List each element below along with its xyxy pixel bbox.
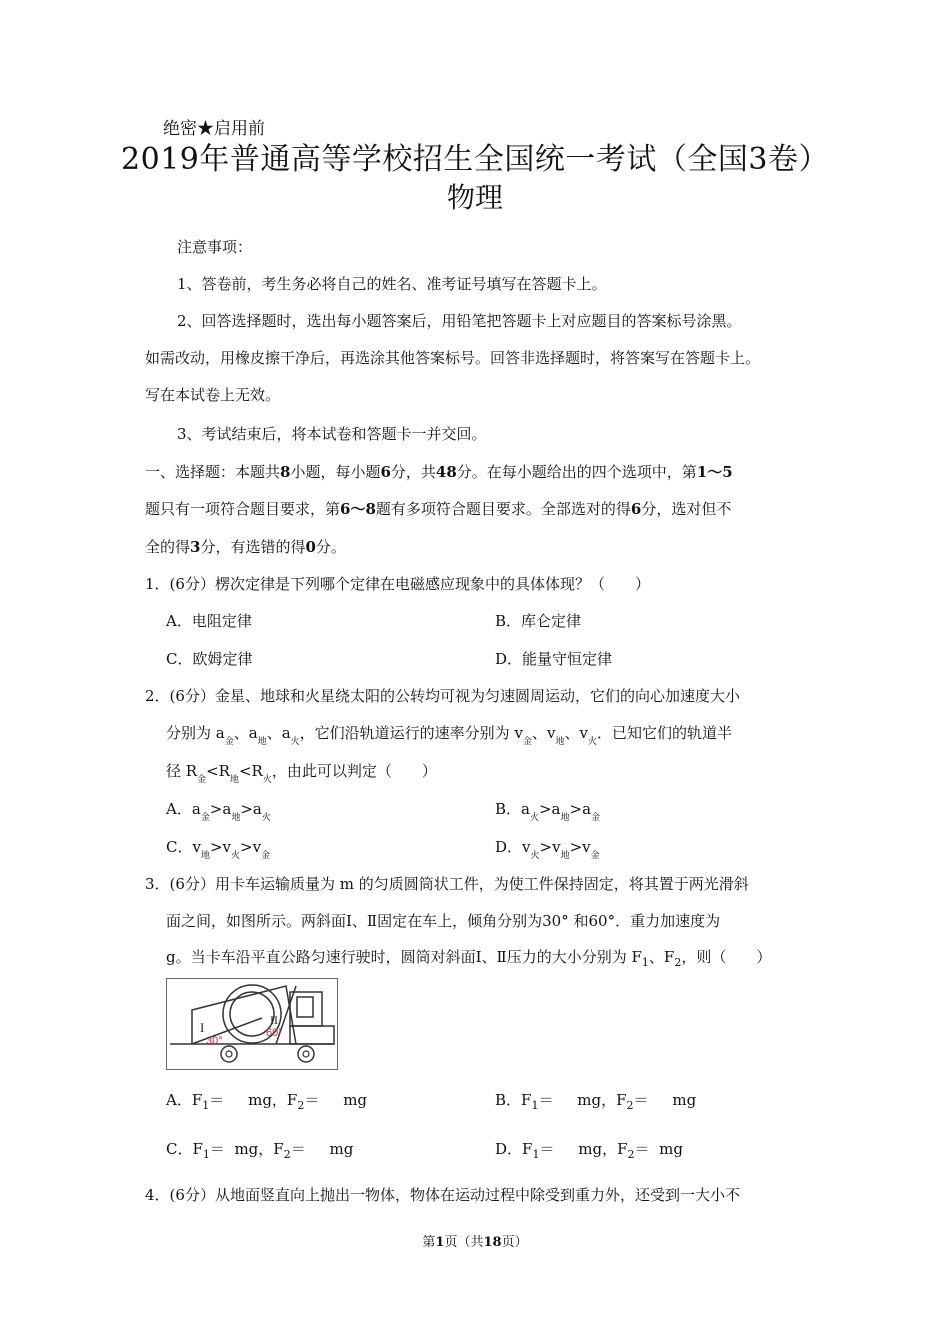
q3-option-c[interactable]: C．$F_1=$ mg，$F_2=$ mg	[166, 1140, 354, 1161]
slope-i-label: I	[200, 1020, 205, 1035]
truck-cylinder-figure	[166, 978, 338, 1070]
q4-stem-line1: 4．(6分）从地面竖直向上抛出一物体，物体在运动过程中除受到重力外，还受到一大小不	[145, 1186, 740, 1204]
q2-stem-line2: 分别为 $a_金$、$a_地$、$a_火$，它们沿轨道运行的速率分别为 $v_金$、$v_地$、$v_火$．已知它们的轨道半	[166, 724, 732, 747]
q3-stem-line3: g。当卡车沿平直公路匀速行驶时，圆筒对斜面Ⅰ、Ⅱ压力的大小分别为 $F_1$、$F_2$，则（ ）	[166, 948, 772, 969]
notice-item-2-end: 写在本试卷上无效。	[145, 386, 281, 404]
q1-option-c[interactable]: C．欧姆定律	[166, 650, 253, 668]
angle-60-label: 60°	[266, 1027, 283, 1039]
q3-stem-line1: 3．(6分）用卡车运输质量为 m 的匀质圆筒状工件，为使工件保持固定，将其置于两光滑斜	[145, 875, 749, 893]
q1-option-a[interactable]: A．电阻定律	[166, 612, 252, 630]
notice-item-2-cont: 如需改动，用橡皮擦干净后，再选涂其他答案标号。回答非选择题时，将答案写在答题卡上。	[145, 349, 761, 367]
q2-option-b[interactable]: B．$a_火>a_地>a_金$	[495, 800, 601, 823]
q3-option-b[interactable]: B．$F_1=$ mg，$F_2=$ mg	[495, 1091, 697, 1112]
q2-option-a[interactable]: A．$a_金>a_地>a_火$	[166, 800, 271, 823]
q2-stem-line1: 2．(6分）金星、地球和火星绕太阳的公转均可视为匀速圆周运动，它们的向心加速度大小	[145, 687, 740, 705]
section-instructions-line3: 全的得3分，有选错的得0分。	[145, 538, 346, 556]
notice-item-1: 1、答卷前，考生务必将自己的姓名、准考证号填写在答题卡上。	[177, 275, 607, 293]
q1-stem: 1．(6分）楞次定律是下列哪个定律在电磁感应现象中的具体体现？（ ）	[145, 575, 650, 593]
section-instructions-line1: 一、选择题：本题共8小题，每小题6分，共48分。在每小题给出的四个选项中，第1～5	[145, 463, 733, 481]
exam-title: 2019年普通高等学校招生全国统一考试（全国3卷）	[121, 142, 829, 177]
q3-option-a[interactable]: A．$F_1=$ mg，$F_2=$ mg	[166, 1091, 368, 1112]
notice-item-2: 2、回答选择题时，选出每小题答案后，用铅笔把答题卡上对应题目的答案标号涂黑。	[177, 312, 742, 330]
q2-option-d[interactable]: D．$v_火>v_地>v_金$	[495, 838, 600, 861]
q1-option-d[interactable]: D．能量守恒定律	[495, 650, 613, 668]
slope-ii-label: II	[270, 1013, 278, 1027]
q1-option-b[interactable]: B．库仑定律	[495, 612, 582, 630]
confidential-mark: 绝密★启用前	[163, 119, 265, 139]
q2-stem-line3: 径 $R_金<R_地<R_火$，由此可以判定（ ）	[166, 762, 437, 785]
q3-option-d[interactable]: D．$F_1=$ mg，$F_2=$ mg	[495, 1140, 683, 1161]
page-footer: 第1页（共18页）	[422, 1235, 528, 1250]
notice-item-3: 3、考试结束后，将本试卷和答题卡一并交回。	[177, 425, 487, 443]
q3-stem-line2: 面之间，如图所示。两斜面Ⅰ、Ⅱ固定在车上，倾角分别为30° 和60°．重力加速度为	[166, 912, 721, 930]
exam-subject: 物理	[446, 181, 503, 214]
q2-option-c[interactable]: C．$v_地>v_火>v_金$	[166, 838, 271, 861]
notice-heading: 注意事项：	[177, 238, 253, 256]
angle-30-label: 30°	[206, 1035, 223, 1047]
section-instructions-line2: 题只有一项符合题目要求，第6～8题有多项符合题目要求。全部选对的得6分，选对但不	[145, 500, 732, 518]
